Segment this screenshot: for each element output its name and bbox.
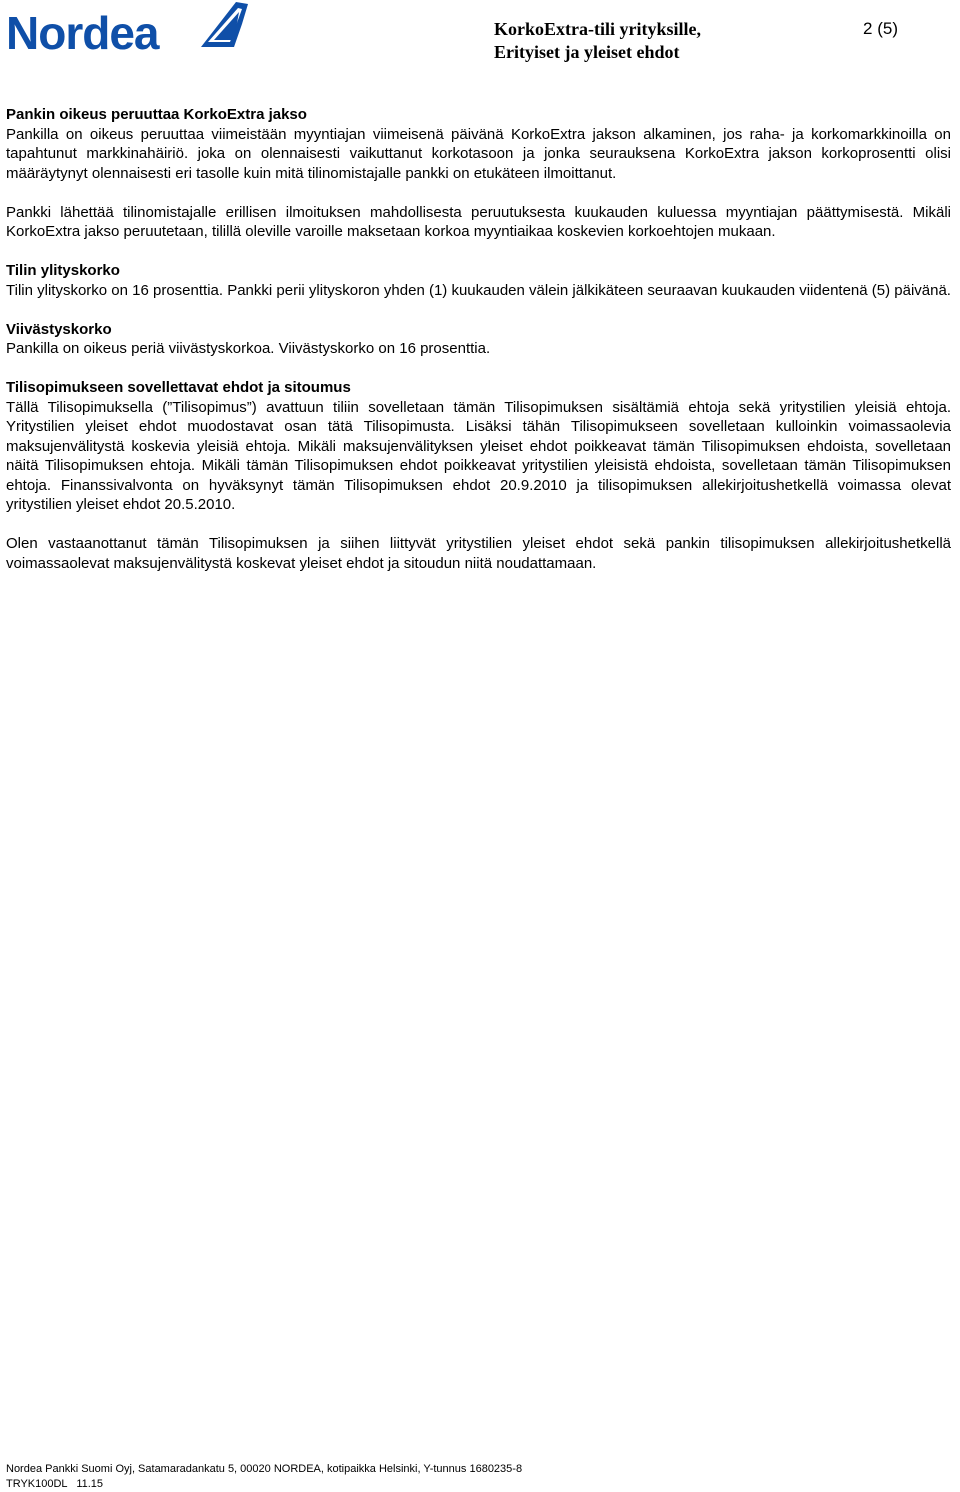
section-text: Tällä Tilisopimuksella (”Tilisopimus”) avattuun tiliin sovelletaan tämän Tilisopimuksen sisältämiä ehtoja sekä yritystilien yleisiä ehtoja. Yritystilien yleiset ehdot muodostavat osan tätä Tilisopimusta. Lisäksi tähän Tilisopimukseen sovelletaan kulloinkin voimassaolevia maksujenvälitystä koskevia yleisiä ehtoja. Mikäli maksujenvälityksen yleiset ehdot poikkeavat tämän Tilisopimuksen ehdoista, sovelletaan näitä Tilisopimuksen ehtoja. Mikäli tämän Tilisopimuksen ehdot poikkeavat yritystilien yleisistä ehdoista, sovelletaan tämän Tilisopimuksen ehtoja. Finanssivalvonta on hyväksynyt tämän Tilisopimuksen ehdot 20.9.2010 ja tilisopimuksen allekirjoitushetkellä voimassa olevat yritystilien yleiset ehdot 20.5.2010.	[6, 398, 951, 513]
nordea-logo	[4, 0, 248, 56]
terms-content	[6, 105, 951, 593]
footer-form-code: TRYK100DL 11.15	[6, 1478, 104, 1490]
page-number: 2 (5)	[863, 19, 898, 38]
section-cancel-right	[6, 105, 951, 183]
section-text: Pankilla on oikeus peruuttaa viimeistään myyntiajan viimeisenä päivänä KorkoExtra jakson alkaminen, jos raha- ja korkomarkkinoilla on tapahtunut markkinahäiriö. joka on olennaisesti vaikuttanut korkotasoon ja jonka seurauksena KorkoExtra jakson korkoprosentti olisi määräytynyt olennaisesti eri tasolle kuin mitä tilinomistajalle pankki on etukäteen ilmoittanut.	[6, 125, 951, 182]
document-title-line1: KorkoExtra-tili yrityksille,	[494, 19, 701, 39]
document-title	[494, 18, 834, 64]
section-text: Tilin ylityskorko on 16 prosenttia. Pankki perii ylityskoron yhden (1) kuukauden välein jälkikäteen seuraavan kuukauden viidentenä (5) päivänä.	[6, 281, 951, 299]
logo-wordmark: Nordea	[6, 7, 159, 56]
section-text: Pankki lähettää tilinomistajalle erillisen ilmoituksen mahdollisesta peruutuksesta kuukauden kuluessa myyntiajan päättymisestä. Mikäli KorkoExtra jakso peruutetaan, tilillä oleville varoille maksetaan korkoa myyntiaikaa koskevien korkoehtojen mukaan.	[6, 203, 951, 240]
page-footer	[6, 1462, 522, 1492]
section-heading: Viivästyskorko	[6, 320, 112, 338]
section-cancel-notice	[6, 203, 951, 242]
section-penalty-interest	[6, 320, 951, 359]
section-heading: Tilisopimukseen sovellettavat ehdot ja sitoumus	[6, 379, 351, 396]
section-applicable-terms	[6, 378, 951, 515]
section-heading: Tilin ylityskorko	[6, 262, 120, 279]
section-text: Olen vastaanottanut tämän Tilisopimuksen ja siihen liittyvät yritystilien yleiset ehdot sekä pankin tilisopimuksen allekirjoitushetkellä voimassaolevat maksujenvälitystä koskevat yleiset ehdot ja sitoudun niitä noudattamaan.	[6, 535, 951, 572]
section-text: Pankilla on oikeus periä viivästyskorkoa. Viivästyskorko on 16 prosenttia.	[6, 340, 491, 357]
section-heading: Pankin oikeus peruuttaa KorkoExtra jakso	[6, 106, 307, 123]
document-title-line2: Erityiset ja yleiset ehdot	[494, 42, 680, 62]
section-acknowledgement	[6, 534, 951, 573]
section-overdraft-interest	[6, 261, 951, 300]
footer-company-line: Nordea Pankki Suomi Oyj, Satamaradankatu 5, 00020 NORDEA, kotipaikka Helsinki, Y-tunnus 1680235-8	[6, 1463, 523, 1475]
